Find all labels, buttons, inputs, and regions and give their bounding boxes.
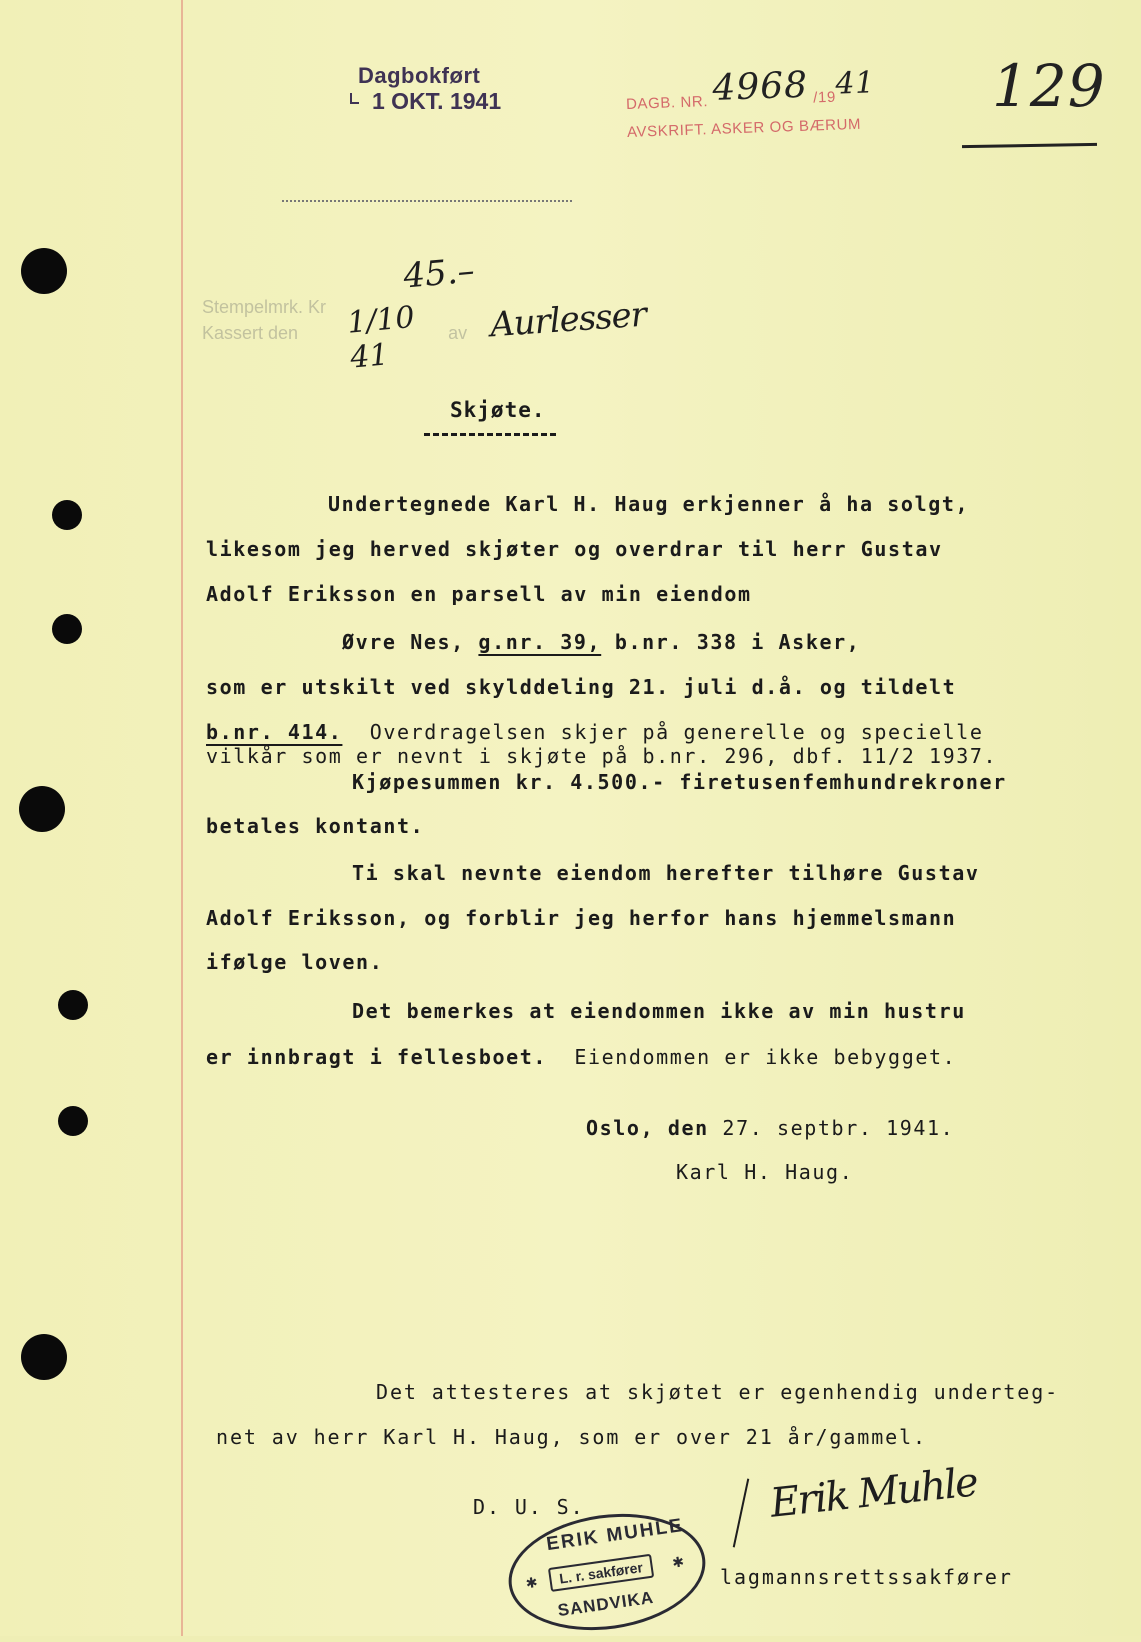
margin-rule (181, 0, 183, 1636)
folio-number: 129 (992, 52, 1106, 120)
dotted-rule (282, 200, 572, 202)
folio-underline (962, 143, 1097, 148)
binder-hole (58, 1106, 88, 1136)
attestation-line-2: net av herr Karl H. Haug, som er over 21 år/gammel. (216, 1425, 927, 1449)
attestation-signature: Erik Muhle (768, 1459, 979, 1527)
seal-name: ERIK MUHLE (545, 1515, 685, 1556)
deed-line: Øvre Nes, g.nr. 39, b.nr. 338 i Asker, (342, 630, 861, 654)
signature-stroke (733, 1479, 750, 1548)
registry-label: AVSKRIFT. ASKER OG BÆRUM (626, 115, 862, 141)
gnr-underlined: g.nr. 39, (478, 630, 602, 654)
deed-line: Adolf Eriksson, og forblir jeg herfor hans hjemmelsmann (206, 906, 957, 930)
deed-line: ifølge loven. (206, 950, 384, 974)
bnr-underlined: b.nr. 414. (206, 720, 343, 744)
binder-hole (58, 990, 88, 1020)
lawyer-seal (501, 1502, 713, 1642)
deed-line: Det bemerkes at eiendommen ikke av min hustru (352, 999, 966, 1023)
fee-amount: 45.– (401, 250, 477, 297)
deed-line: Kjøpesummen kr. 4.500.- firetusenfemhundrekroner (352, 770, 1007, 794)
attestation-line-1: Det attesteres at skjøtet er egenhendig underteg- (376, 1380, 1060, 1404)
seal-star-icon: ✱ (671, 1553, 686, 1571)
binder-hole (52, 500, 82, 530)
deed-line: Ti skal nevnte eiendom herefter tilhøre Gustav (352, 861, 980, 885)
journal-label: DAGB. NR. (625, 93, 709, 113)
deed-line: er innbragt i fellesboet. Eiendommen er ikke bebygget. (206, 1045, 957, 1069)
seal-title: L. r. sakfører (548, 1554, 654, 1592)
journal-year-prefix: /19 (812, 88, 837, 107)
deed-line: b.nr. 414. Overdragelsen skjer på generelle og specielle (206, 720, 984, 744)
deed-line: Adolf Eriksson en parsell av min eiendom (206, 582, 752, 606)
journal-year: 41 (834, 65, 876, 102)
stamp-duty-line: Stempelmrk. Kr (202, 297, 327, 317)
dagbok-label: Dagbokført (358, 63, 481, 88)
journal-number-line (625, 65, 876, 122)
deed-line: vilkår som er nevnt i skjøte på b.nr. 296, dbf. 11/2 1937. (206, 744, 998, 768)
seal-place: SANDVIKA (556, 1587, 656, 1621)
binder-hole (21, 1334, 67, 1380)
cancelled-by: av (448, 323, 468, 344)
deed-title: Skjøte. (450, 398, 546, 422)
title-underline (424, 433, 556, 436)
journal-stamp (625, 65, 877, 143)
deed-line: som er utskilt ved skylddeling 21. juli d.å. og tildelt (206, 675, 957, 699)
signatory-title: lagmannsrettssakfører (720, 1565, 1013, 1589)
fee-date: 1/10 41 (345, 299, 417, 376)
binder-hole (52, 614, 82, 644)
deed-line: betales kontant. (206, 814, 425, 838)
dagbok-stamp (358, 63, 501, 115)
binder-hole (19, 786, 65, 832)
binder-hole (21, 248, 67, 294)
stamp-duty-faint-text (202, 294, 467, 346)
deed-line: likesom jeg herved skjøter og overdrar til herr Gustav (206, 537, 943, 561)
seller-name: Karl H. Haug. (676, 1160, 854, 1184)
stamp-corner-mark (350, 93, 359, 104)
cancelled-line: Kassert den (202, 323, 299, 344)
deed-line: Undertegnede Karl H. Haug erkjenner å ha solgt, (328, 492, 970, 516)
journal-number: 4968 (711, 64, 809, 109)
fee-signature: Aurlesser (488, 294, 648, 346)
place-date-line: Oslo, den 27. septbr. 1941. (586, 1116, 955, 1140)
seal-star-icon: ✱ (524, 1573, 539, 1592)
dagbok-date: 1 OKT. 1941 (372, 88, 502, 115)
dus-mark: D. U. S. (473, 1495, 585, 1519)
